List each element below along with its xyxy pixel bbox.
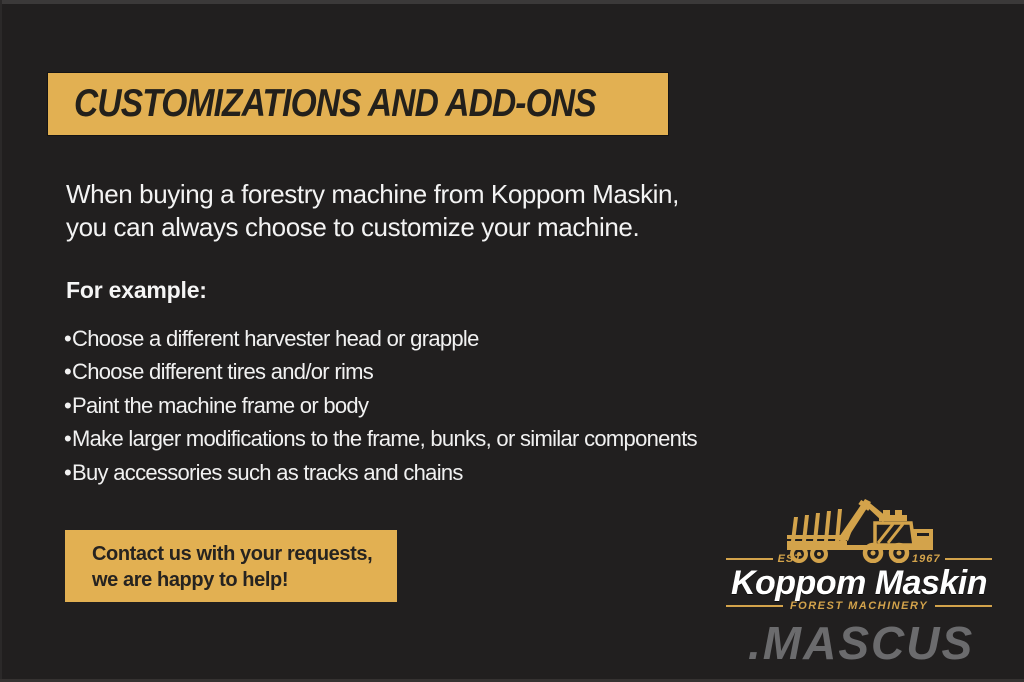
contact-callout (65, 530, 397, 602)
logo-est-label: EST (777, 553, 802, 565)
list-item-text: Make larger modifications to the frame, bunks, or similar components (72, 426, 697, 452)
intro-text (66, 178, 679, 244)
logo-company-name: Koppom Maskin (730, 564, 988, 602)
list-item (64, 423, 697, 457)
mascus-watermark: .MASCUS (748, 617, 975, 669)
feature-list (64, 322, 697, 490)
bullet-icon: • (64, 459, 72, 485)
bullet-icon: • (64, 426, 72, 452)
intro-line-1: When buying a forestry machine from Koppom Maskin, (66, 179, 679, 209)
bullet-icon: • (64, 359, 72, 385)
top-edge-line (0, 0, 1024, 4)
list-item-text: Choose a different harvester head or grapple (72, 325, 479, 351)
list-item (64, 456, 697, 490)
bullet-icon: • (64, 392, 72, 418)
logo-tagline-row (726, 600, 992, 612)
logo-tagline: FOREST MACHINERY (789, 600, 929, 612)
list-item (64, 389, 697, 423)
list-heading: For example: (66, 277, 207, 303)
koppom-maskin-logo (726, 490, 992, 616)
contact-line-2: we are happy to help! (92, 569, 289, 591)
list-item-text: Buy accessories such as tracks and chains (72, 459, 463, 485)
bullet-icon: • (64, 325, 72, 351)
logo-divider-line (726, 558, 773, 560)
list-item-text: Paint the machine frame or body (72, 392, 369, 418)
logo-divider-line (935, 605, 992, 607)
contact-line-1: Contact us with your requests, (92, 543, 373, 565)
title-banner (48, 73, 668, 135)
left-edge-line (0, 0, 2, 682)
intro-line-2: you can always choose to customize your machine. (66, 212, 640, 242)
logo-divider-line (945, 558, 992, 560)
list-item (64, 322, 697, 356)
logo-est-year: 1967 (911, 553, 941, 565)
page-title: CUSTOMIZATIONS AND ADD-ONS (74, 82, 596, 125)
logo-divider-line (726, 605, 783, 607)
list-item-text: Choose different tires and/or rims (72, 359, 374, 385)
list-item (64, 356, 697, 390)
